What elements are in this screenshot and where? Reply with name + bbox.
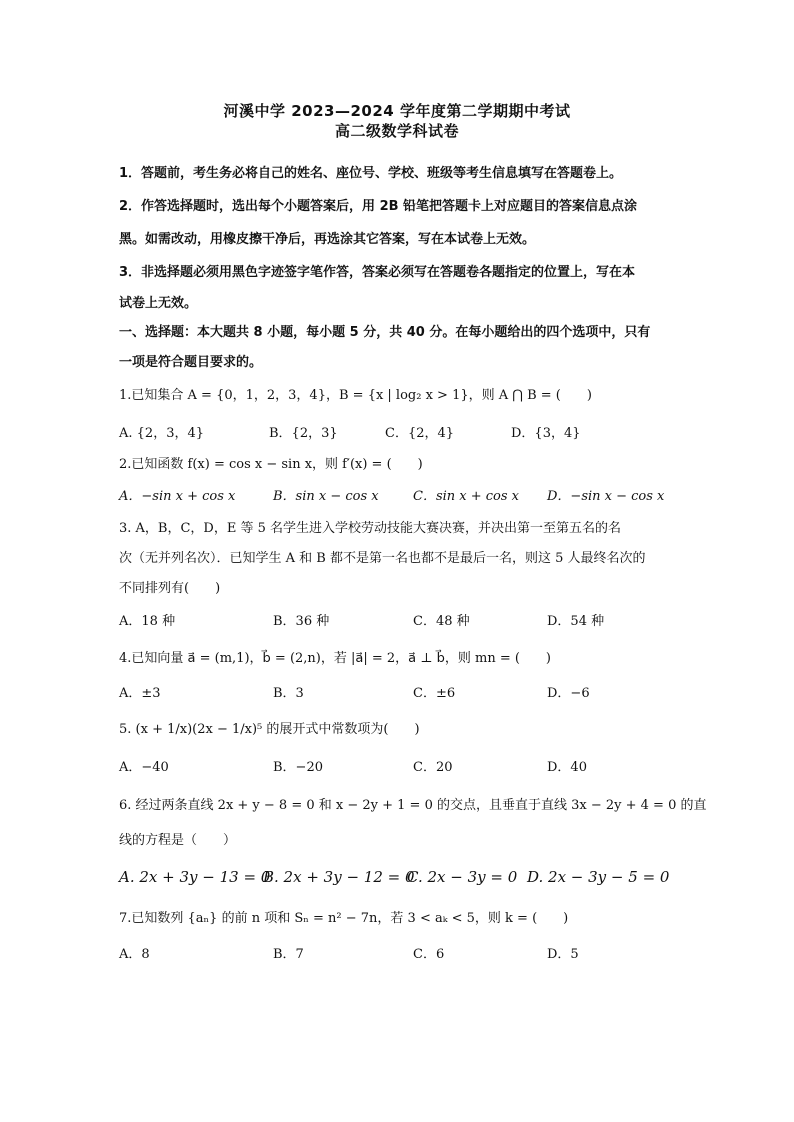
exam-subtitle: 高二级数学科试卷 <box>334 122 459 140</box>
option-c: C．48 种 <box>413 614 470 629</box>
section-heading-cont: 一项是符合题目要求的。 <box>119 355 263 370</box>
instruction-3: 3．非选择题必须用黑色字迹签字笔作答，答案必须写在答题卷各题指定的位置上，写在本 <box>119 265 636 280</box>
option-d: D．{3，4} <box>511 426 581 441</box>
instruction-2: 2．作答选择题时，选出每个小题答案后，用 2B 铅笔把答题卡上对应题目的答案信息点涂 <box>119 199 638 214</box>
question-6-stem: 6. 经过两条直线 2x + y − 8 = 0 和 x − 2y + 1 = 0 的交点，且垂直于直线 3x − 2y + 4 = 0 的直 <box>119 798 707 813</box>
question-5-stem: 5. (x + 1/x)(2x − 1/x)⁵ 的展开式中常数项为( ) <box>119 722 420 737</box>
option-d: D．−sin x − cos x <box>547 489 665 504</box>
question-3-stem-cont: 次（无并列名次）．已知学生 A 和 B 都不是第一名也都不是最后一名，则这 5 人最终名次的 <box>119 551 646 566</box>
option-c: C．±6 <box>413 686 456 701</box>
option-d: D．40 <box>547 760 587 775</box>
section-heading: 一、选择题：本大题共 8 小题，每小题 5 分，共 40 分。在每小题给出的四个选项中，只有 <box>119 325 651 340</box>
question-1-stem: 1.已知集合 A = {0，1，2，3，4}，B = {x | log₂ x > 1}，则 A ⋂ B = ( ) <box>119 388 592 403</box>
option-b: B. 2x + 3y − 12 = 0 <box>263 868 415 886</box>
question-6-options <box>119 868 679 886</box>
option-c: C．sin x + cos x <box>413 489 520 504</box>
option-b: B．36 种 <box>273 614 330 629</box>
option-d: D．5 <box>547 947 579 962</box>
question-5-options <box>119 759 679 777</box>
option-a: A．8 <box>119 947 150 962</box>
option-b: B．−20 <box>273 760 323 775</box>
question-4-stem: 4.已知向量 a⃗ = (m,1)，b⃗ = (2,n)，若 |a⃗| = 2，a⃗ ⊥ b⃗，则 mn = ( ) <box>119 651 551 666</box>
question-7-stem: 7.已知数列 {aₙ} 的前 n 项和 Sₙ = n² − 7n，若 3 < aₖ < 5，则 k = ( ) <box>119 911 569 926</box>
option-a: A. {2，3，4} <box>119 426 205 441</box>
question-3-stem: 3. A，B，C，D，E 等 5 名学生进入学校劳动技能大赛决赛，并决出第一至第五名的名 <box>119 521 622 536</box>
option-d: D．54 种 <box>547 614 605 629</box>
option-b: B．{2，3} <box>269 426 338 441</box>
option-d: D. 2x − 3y − 5 = 0 <box>527 868 670 886</box>
option-a: A．±3 <box>119 686 161 701</box>
option-b: B．3 <box>273 686 304 701</box>
option-b: B．sin x − cos x <box>273 489 379 504</box>
question-2-options <box>119 488 679 506</box>
exam-title: 河溪中学 2023—2024 学年度第二学期期中考试 <box>223 102 571 120</box>
question-2-stem: 2.已知函数 f(x) = cos x − sin x，则 f′(x) = ( ) <box>119 457 423 472</box>
question-6-stem-cont: 线的方程是（ ） <box>119 833 237 848</box>
question-4-options <box>119 685 679 703</box>
option-c: C．{2，4} <box>385 426 455 441</box>
option-a: A．−40 <box>119 760 169 775</box>
option-c: C．6 <box>413 947 445 962</box>
option-b: B．7 <box>273 947 304 962</box>
question-3-stem-end: 不同排列有( ) <box>119 581 221 596</box>
question-7-options <box>119 946 679 964</box>
option-c: C．20 <box>413 760 453 775</box>
option-a: A．−sin x + cos x <box>119 489 236 504</box>
question-1-options <box>119 425 679 443</box>
instruction-1: 1．答题前，考生务必将自己的姓名、座位号、学校、班级等考生信息填写在答题卷上。 <box>119 166 623 181</box>
question-3-options <box>119 613 679 631</box>
option-c: C. 2x − 3y = 0 <box>407 868 518 886</box>
option-a: A．18 种 <box>119 614 176 629</box>
instruction-3-cont: 试卷上无效。 <box>119 296 198 311</box>
instruction-2-cont: 黑。如需改动，用橡皮擦干净后，再选涂其它答案，写在本试卷上无效。 <box>119 232 536 247</box>
option-d: D．−6 <box>547 686 590 701</box>
option-a: A. 2x + 3y − 13 = 0 <box>119 868 271 886</box>
